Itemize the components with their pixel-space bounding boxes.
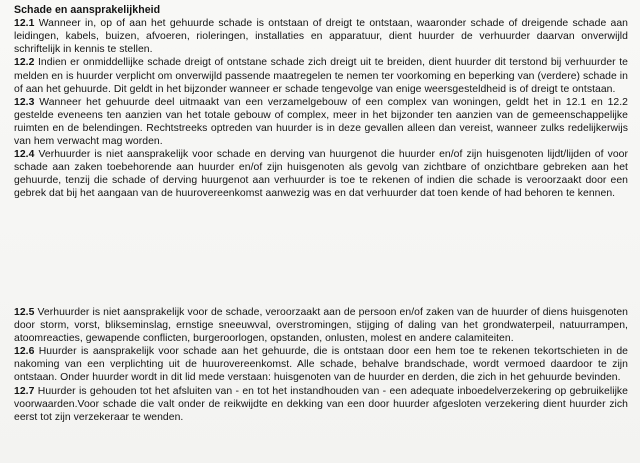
article-12-6 xyxy=(14,345,628,384)
article-text: Verhuurder is niet aansprakelijk voor schade en derving van huurgenot die huurder en/of zijn huisgenoten lijdt/lijden of voor schade aan zaken toebehorende aan huurder en/of zijn huisgenoten als gevolg van zichtbare of onzichtbare gebreken aan het gehuurde, tenzij die schade of derving huurgenot aan verhuurder is toe te rekenen of indien die schade is veroorzaakt door een gebrek dat bij het aangaan van de huurovereenkomst aanwezig was en dat verhuurder dat toen kende of had behoren te kennen. xyxy=(14,149,629,200)
article-text: Wanneer het gehuurde deel uitmaakt van een verzamelgebouw of een complex van woningen, geldt het in 12.1 en 12.2 gestelde eveneens ten aanzien van het totale gebouw of complex, meer in het bijzonder ten aanzien van de gemeenschappelijke ruimten en de belendingen. Rechtstreeks optreden van huurder is in deze gevallen alleen dan vereist, wanneer zulks redelijkerwijs van hem verwacht mag worden. xyxy=(14,96,628,148)
article-text: Huurder is gehouden tot het afsluiten van - en tot het instandhouden van - een adequate inboedelverzekering op gebruikelijke voorwaarden.Voor schade die valt onder de reikwijdte en dekking van een door huurder afgesloten verzekering dient huurder zich eerst tot zijn verzekeraar te wenden. xyxy=(14,385,629,423)
article-number: 12.4 xyxy=(14,149,35,161)
article-number: 12.5 xyxy=(14,307,35,318)
article-text: Wanneer in, op of aan het gehuurde schade is ontstaan of dreigt te ontstaan, waaronder schade of dreigende schade aan leidingen, kabels, buizen, afvoeren, rioleringen, installaties en apparatuur, dient huurder de verhuurder daarvan onverwijld schriftelijk in kennis te stellen. xyxy=(14,18,629,56)
article-text: Verhuurder is niet aansprakelijk voor de schade, veroorzaakt aan de persoon en/of zaken van de huurder of diens huisgenoten door storm, vorst, blikseminslag, ernstige sneeuwval, overstromingen, stijging of daling van het grondwaterpeil, natuurrampen, atoomreacties, gewapende conflicten, burgeroorlogen, opstanden, onlusten, molest en andere calamiteiten. xyxy=(14,307,629,345)
bottom-text-block xyxy=(14,306,628,424)
section-heading: Schade en aansprakelijkheid xyxy=(14,4,161,16)
article-number: 12.7 xyxy=(14,385,35,397)
article-number: 12.2 xyxy=(14,57,35,69)
article-12-7 xyxy=(14,385,628,424)
article-number: 12.3 xyxy=(14,96,35,108)
article-12-4 xyxy=(14,148,628,200)
article-text: Indien er onmiddellijke schade dreigt of ontstane schade zich dreigt uit te breiden, dient huurder dit terstond bij verhuurder te melden en is huurder verplicht om onverwijld passende maatregelen te nemen ter voorkoming en beperking van (verdere) schade in of aan het gehuurde. Dit geldt in het bijzonder wanneer er schade tengevolge van enige weersgesteldheid is of dreigt te ontstaan. xyxy=(14,57,629,95)
article-number: 12.1 xyxy=(14,18,35,30)
article-12-3 xyxy=(14,96,628,148)
article-text: Huurder is aansprakelijk voor schade aan het gehuurde, die is ontstaan door een hem toe te rekenen tekortschieten in de nakoming van een verplichting uit de huurovereenkomst. Alle schade, behalve brandschade, wordt vermoed daardoor te zijn ontstaan. Onder huurder wordt in dit lid mede verstaan: huisgenoten van de huurder en derden, die zich in het gehuurde bevinden. xyxy=(14,346,629,384)
article-12-2 xyxy=(14,56,628,95)
article-12-5 xyxy=(14,306,628,345)
article-12-1 xyxy=(14,17,628,56)
article-number: 12.6 xyxy=(14,346,35,358)
top-text-block xyxy=(14,4,628,201)
